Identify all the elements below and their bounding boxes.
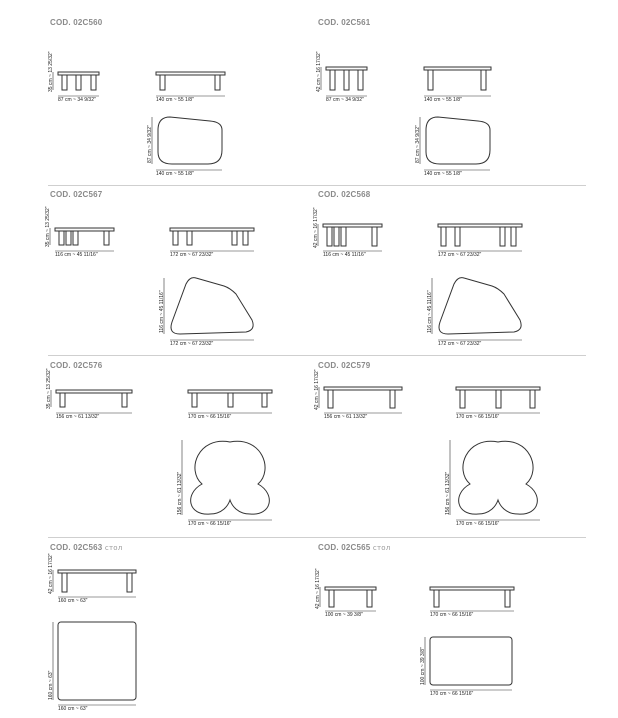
height-dimension: 42 cm ~ 16 17/32" [315,568,321,609]
front-width-dimension: 172 cm ~ 67 23/32" [170,252,214,258]
height-dimension: 35 cm ~ 13 25/32" [45,206,51,247]
side-width-dimension: 87 cm ~ 34 9/32" [58,97,96,103]
product-code-02c567: COD. 02C567 [50,190,103,199]
product-code-02c561: COD. 02C561 [318,18,371,27]
product-code-02c565: COD. 02C565 стол [318,543,391,552]
side-width-dimension: 156 cm ~ 61 13/32" [324,414,368,420]
product-code-02c560: COD. 02C560 [50,18,103,27]
plan-view-02c567 [159,278,254,347]
product-code-suffix: стол [104,544,123,552]
height-dimension: 42 cm ~ 16 17/32" [313,207,319,248]
plan-depth-dimension: 100 cm ~ 39 3/8" [420,647,426,685]
side-view-02c576 [46,368,132,420]
plan-width-dimension: 170 cm ~ 66 15/16" [456,521,500,527]
front-view-02c579 [456,387,540,420]
side-width-dimension: 116 cm ~ 45 11/16" [323,252,366,258]
side-width-dimension: 87 cm ~ 34 9/32" [326,97,364,103]
side-view-02c579 [314,369,402,420]
plan-width-dimension: 170 cm ~ 66 15/16" [188,521,232,527]
plan-view-02c576 [177,440,272,527]
plan-depth-dimension: 156 cm ~ 61 13/32" [445,471,451,515]
height-dimension: 42 cm ~ 16 17/32" [314,369,320,410]
plan-depth-dimension: 116 cm ~ 45 11/16" [159,290,165,333]
plan-width-dimension: 160 cm ~ 63" [58,706,88,712]
front-width-dimension: 140 cm ~ 55 1/8" [156,97,194,103]
side-view-02c561 [316,51,367,103]
front-width-dimension: 170 cm ~ 66 15/16" [430,612,474,618]
front-width-dimension: 172 cm ~ 67 23/32" [438,252,482,258]
side-view-02c560 [48,51,99,103]
height-dimension: 42 cm ~ 16 17/32" [48,553,54,594]
front-width-dimension: 140 cm ~ 55 1/8" [424,97,462,103]
plan-depth-dimension: 116 cm ~ 45 11/16" [427,290,433,333]
side-view-02c567 [45,206,114,258]
product-code-suffix: стол [372,544,391,552]
side-view-02c568 [313,207,382,258]
side-view-02c565 [315,568,376,618]
plan-view-02c560 [147,117,222,177]
plan-view-02c579 [445,440,540,527]
height-dimension: 35 cm ~ 13 25/32" [48,51,54,92]
plan-width-dimension: 172 cm ~ 67 23/32" [438,341,482,347]
front-view-02c561 [424,67,491,103]
front-view-02c567 [170,228,254,258]
plan-depth-dimension: 160 cm ~ 63" [48,670,54,700]
plan-depth-dimension: 156 cm ~ 61 13/32" [177,471,183,515]
height-dimension: 35 cm ~ 13 25/32" [46,368,52,409]
side-width-dimension: 156 cm ~ 61 13/32" [56,414,100,420]
product-code-02c563: COD. 02C563 стол [50,543,123,552]
plan-width-dimension: 140 cm ~ 55 1/8" [424,171,462,177]
plan-width-dimension: 170 cm ~ 66 15/16" [430,691,474,697]
plan-depth-dimension: 87 cm ~ 34 9/32" [415,125,421,163]
plan-width-dimension: 172 cm ~ 67 23/32" [170,341,214,347]
side-width-dimension: 116 cm ~ 45 11/16" [55,252,98,258]
front-view-02c576 [188,390,272,420]
height-dimension: 42 cm ~ 16 17/32" [316,51,322,92]
front-width-dimension: 170 cm ~ 66 15/16" [188,414,232,420]
front-view-02c568 [438,224,522,258]
plan-view-02c568 [427,278,522,347]
front-view-02c565 [430,587,514,618]
plan-view-02c561 [415,117,490,177]
side-view-02c563 [48,553,136,604]
side-width-dimension: 100 cm ~ 39 3/8" [325,612,363,618]
plan-depth-dimension: 87 cm ~ 34 9/32" [147,125,153,163]
product-code-02c579: COD. 02C579 [318,361,371,370]
plan-view-02c563 [48,622,136,712]
product-code-02c576: COD. 02C576 [50,361,103,370]
side-width-dimension: 160 cm ~ 63" [58,598,88,604]
front-view-02c560 [156,72,225,103]
plan-view-02c565 [420,637,512,697]
product-code-02c568: COD. 02C568 [318,190,371,199]
front-width-dimension: 170 cm ~ 66 15/16" [456,414,500,420]
plan-width-dimension: 140 cm ~ 55 1/8" [156,171,194,177]
